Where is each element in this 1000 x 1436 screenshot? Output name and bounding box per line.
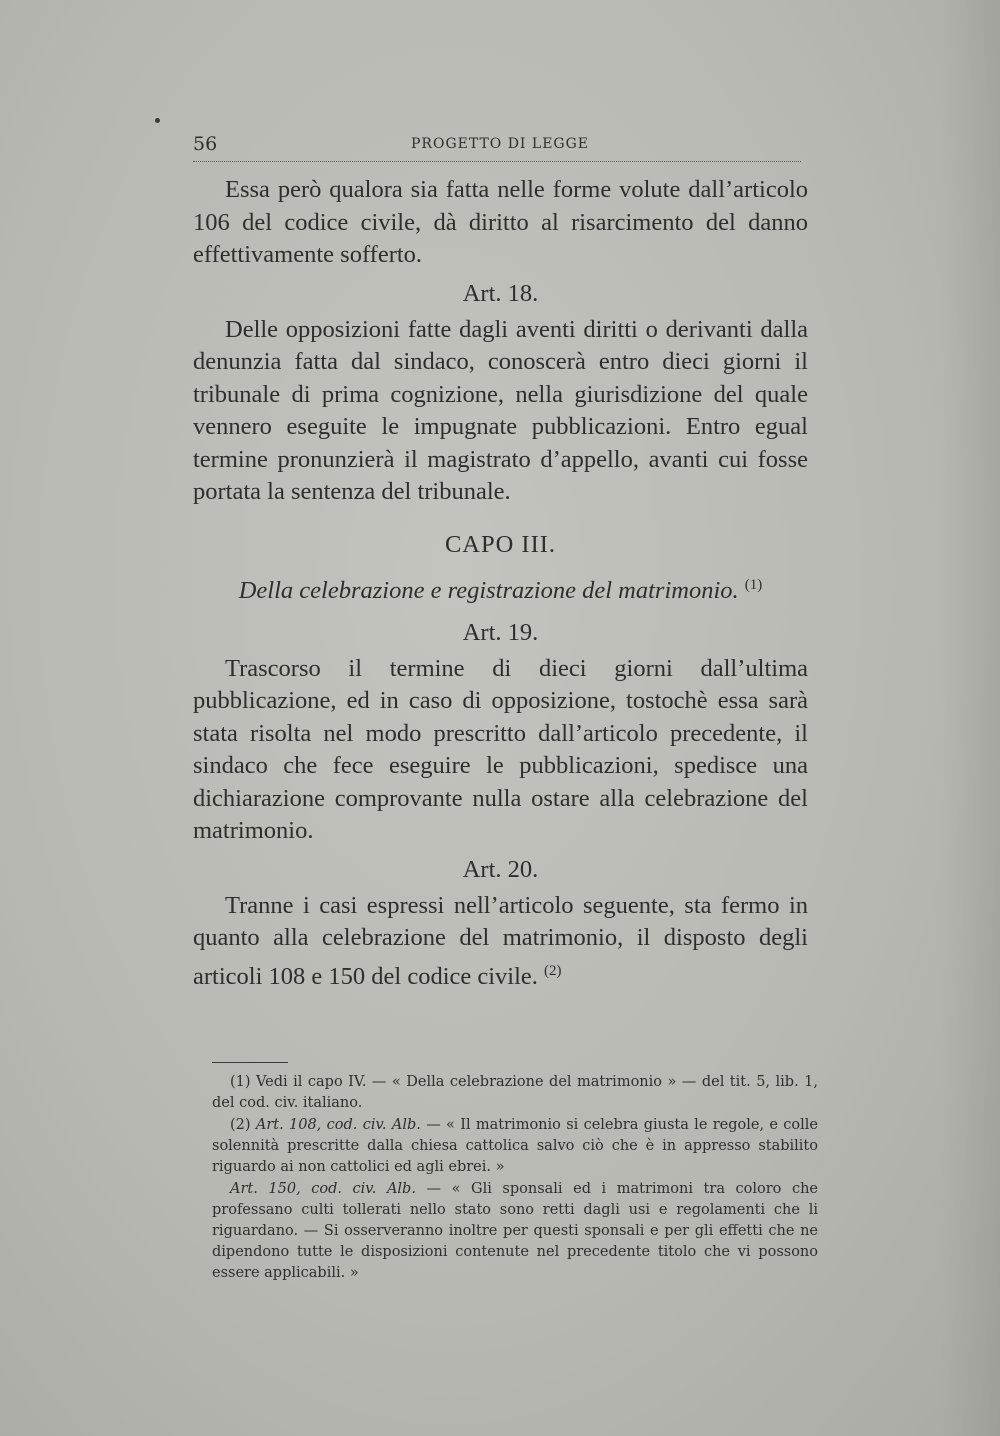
footnote-3-reference: Art. 150, cod. civ. Alb. (230, 1181, 416, 1197)
paragraph-article-20-text: Tranne i casi espressi nell’articolo seguente, sta fermo in quanto alla celebrazione del matrimonio, il disposto degli articoli 108 e 150 del codice civile. (193, 891, 808, 990)
page-body (193, 174, 808, 993)
chapter-subtitle (193, 569, 808, 607)
page-fold-shadow (940, 0, 1000, 1436)
article-20-heading: Art. 20. (462, 855, 539, 883)
article-19-heading: Art. 19. (462, 618, 539, 646)
footnote-2-reference: Art. 108, cod. civ. Alb. (255, 1117, 421, 1133)
footnotes (212, 1072, 818, 1285)
page-number: 56 (193, 133, 218, 155)
footnote-3-text: — « Gli sponsali ed i matrimoni tra coloro che professano culti tollerati nello stato sono retti dagli usi e regolamenti che li riguardano. — Si osserveranno inoltre per questi sponsali e per gli effetti che ne dipendono tutte le disposizioni contenute nel precedente titolo che vi possono essere applicabili. » (212, 1181, 818, 1281)
footnote-2-number: (2) (230, 1117, 251, 1133)
footnote-1: (1) Vedi il capo IV. — « Della celebrazione del matrimonio » — del tit. 5, lib. 1, del cod. civ. italiano. (212, 1074, 818, 1111)
article-18-heading: Art. 18. (462, 279, 539, 307)
running-title: PROGETTO DI LEGGE (411, 136, 590, 152)
paragraph-article-20 (193, 890, 808, 994)
chapter-heading: CAPO III. (444, 530, 557, 558)
footnote-divider (212, 1062, 288, 1063)
footnote-2 (212, 1115, 818, 1178)
paragraph-article-19: Trascorso il termine di dieci giorni dall’ultima pubblicazione, ed in caso di opposizione, tostochè essa sarà stata risolta nel modo prescritto dall’articolo precedente, il sindaco che fece eseguire le pubblicazioni, spedisce una dichiarazione comprovante nulla ostare alla celebrazione del matrimonio. (193, 654, 808, 844)
footnote-ref-2: (2) (544, 962, 562, 979)
footnote-3 (212, 1179, 818, 1284)
paragraph-article-17-end: Essa però qualora sia fatta nelle forme volute dall’articolo 106 del codice civile, dà diritto al risarcimento del danno effettivamente sofferto. (193, 176, 808, 268)
chapter-subtitle-text: Della celebrazione e registrazione del matrimonio. (238, 576, 739, 604)
page-header (193, 133, 801, 162)
footnote-2-text: — « Il matrimonio si celebra giusta le regole, e colle solennità prescritte dalla chiesa cattolica salvo ciò che è in appresso stabilito riguardo ai non cattolici ed agli ebrei. » (212, 1117, 819, 1175)
paragraph-article-18: Delle opposizioni fatte dagli aventi diritti o derivanti dalla denunzia fatta dal sindaco, conoscerà entro dieci giorni il tribunale di prima cognizione, nella giurisdizione del quale vennero eseguite le impugnate pubblicazioni. Entro egual termine pronunzierà il magistrato d’appello, avanti cui fosse portata la sentenza del tribunale. (193, 315, 808, 505)
ink-spot (155, 118, 160, 123)
footnote-ref-1: (1) (744, 576, 763, 593)
